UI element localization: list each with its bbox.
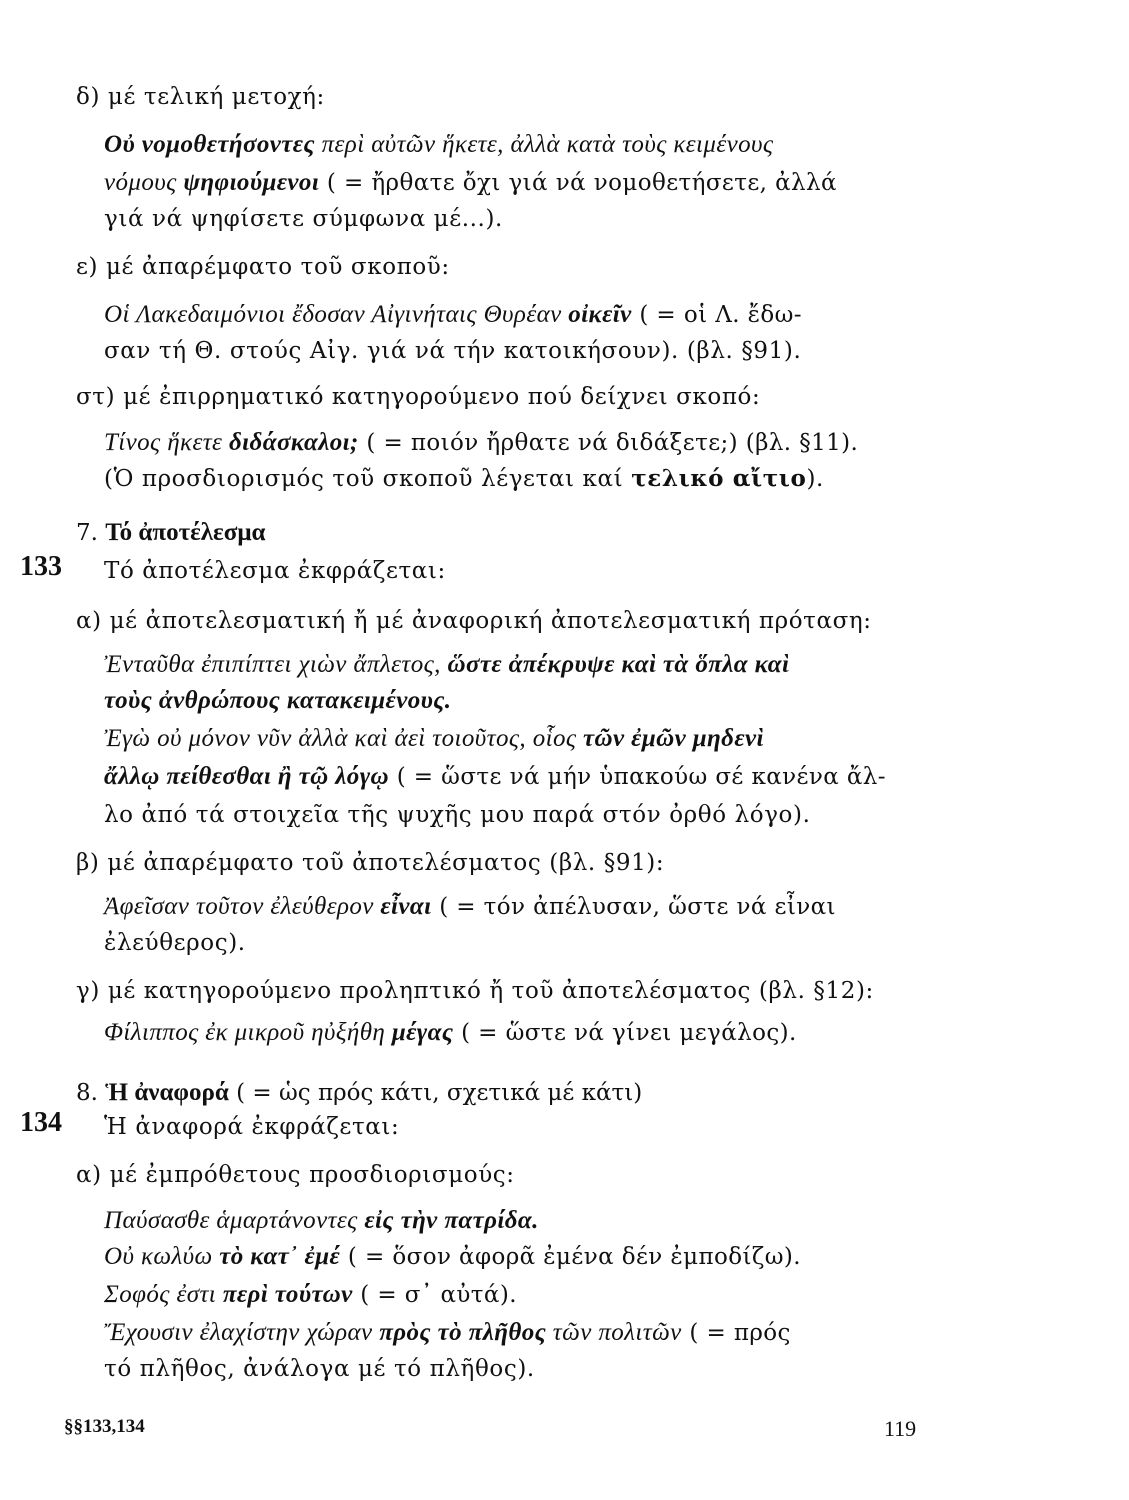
s8-example-4-translation-2: τό πλῆθος, ἀνάλογα μέ τό πλῆθος).: [104, 1356, 535, 1382]
st-label: στ) μέ ἐπιρρηματικό κατηγορούμενο πού δείχνει σκοπό:: [76, 384, 761, 410]
s8-example-1-text: Παύσασθε ἁμαρτάνοντες: [104, 1207, 365, 1234]
delta-emph-1: Οὐ νομοθετήσοντες: [104, 131, 315, 158]
st-example-text: Τίνος ἥκετε: [104, 429, 229, 456]
s8-example-3-emph: περὶ τούτων: [222, 1281, 353, 1308]
section-7-intro: Τό ἀποτέλεσμα ἐκφράζεται:: [104, 558, 446, 584]
epsilon-emph: οἰκεῖν: [568, 301, 632, 328]
s8-example-2-translation: ( = ὅσον ἀφορᾶ ἐμένα δέν ἐμποδίζω).: [340, 1244, 801, 1270]
s8-example-4: [104, 1318, 791, 1348]
margin-number-134: 134: [20, 1107, 62, 1138]
delta-label: δ) μέ τελική μετοχή:: [76, 84, 325, 110]
s7-b-label: β) μέ ἀπαρέμφατο τοῦ ἀποτελέσματος (βλ. §91):: [76, 850, 665, 876]
section-8-heading: [76, 1078, 642, 1108]
footer-section-ref: §§133,134: [64, 1416, 145, 1437]
s7-b-example-text: Ἀφεῖσαν τοῦτον ἐλεύθερον: [104, 893, 381, 920]
s8-example-3-translation: ( = σ᾽ αὐτά).: [352, 1282, 517, 1308]
delta-example-line-1: [104, 130, 773, 160]
s7-a-example-1-text: Ἐνταῦθα ἐπιπίπτει χιὼν ἄπλετος,: [104, 651, 448, 678]
st-note: [104, 464, 824, 494]
section-7-heading: [76, 518, 265, 548]
s7-a-example-3-text: Ἐγὼ οὐ μόνον νῦν ἀλλὰ καὶ ἀεὶ τοιοῦτος, οἷος: [104, 725, 584, 752]
s7-b-example: [104, 892, 836, 922]
section-8-title: Ἡ ἀναφορά: [105, 1079, 229, 1106]
epsilon-label: ε) μέ ἀπαρέμφατο τοῦ σκοποῦ:: [76, 254, 450, 280]
s8-example-4-translation: ( = πρός: [681, 1320, 791, 1346]
margin-number-133: 133: [20, 551, 62, 582]
s7-g-example-text: Φίλιππος ἐκ μικροῦ ηὐξήθη: [104, 1019, 392, 1046]
delta-translation-1: ( = ἤρθατε ὄχι γιά νά νομοθετήσετε, ἀλλά: [319, 170, 837, 196]
s7-g-example: [104, 1018, 797, 1048]
delta-example-text-1: περὶ αὐτῶν ἥκετε, ἀλλὰ κατὰ τοὺς κειμένους: [314, 131, 774, 158]
s7-g-label: γ) μέ κατηγορούμενο προληπτικό ἤ τοῦ ἀποτελέσματος (βλ. §12):: [76, 978, 874, 1004]
s7-g-translation: ( = ὥστε νά γίνει μεγάλος).: [453, 1020, 797, 1046]
epsilon-example-line-1: [104, 300, 802, 330]
s8-example-1-emph: εἰς τὴν πατρίδα.: [364, 1207, 539, 1234]
epsilon-translation-2: σαν τή Θ. στούς Αἰγ. γιά νά τήν κατοικήσουν). (βλ. §91).: [104, 338, 802, 364]
section-7-title: Τό ἀποτέλεσμα: [105, 519, 266, 546]
s7-a-label: α) μέ ἀποτελεσματική ἤ μέ ἀναφορική ἀποτελεσματική πρόταση:: [76, 608, 872, 634]
page-number: 119: [884, 1416, 917, 1441]
s7-a-translation-1: ( = ὥστε νά μήν ὑπακούω σέ κανένα ἄλ-: [388, 764, 886, 790]
s7-a-example-3-emph: τῶν ἐμῶν μηδενὶ: [583, 725, 764, 752]
delta-example-text-2: νόμους: [104, 169, 184, 196]
st-note-text-1: (Ὁ προσδιορισμός τοῦ σκοποῦ λέγεται καί: [104, 466, 632, 492]
s7-a-example-1-emph: ὥστε ἀπέκρυψε καὶ τὰ ὅπλα καὶ: [447, 651, 790, 678]
s8-example-2-text: Οὐ κωλύω: [104, 1243, 220, 1270]
s7-b-translation-2: ἐλεύθερος).: [104, 930, 246, 956]
s7-b-example-emph: εἶναι: [380, 893, 432, 920]
st-translation: ( = ποιόν ἤρθατε νά διδάξετε;) (βλ. §11).: [358, 430, 859, 456]
section-8-title-note: ( = ὡς πρός κάτι, σχετικά μέ κάτι): [228, 1080, 643, 1106]
st-note-text-2: ).: [806, 466, 824, 492]
s8-example-1: [104, 1206, 539, 1236]
st-note-emph: τελικό αἴτιο: [631, 465, 807, 492]
delta-translation-2: γιά νά ψηφίσετε σύμφωνα μέ...).: [104, 206, 503, 232]
epsilon-translation-1: ( = οἱ Λ. ἔδω-: [631, 302, 802, 328]
s7-a-example-1: [104, 650, 789, 680]
epsilon-example-text: Οἱ Λακεδαιμόνιοι ἔδοσαν Αἰγινήταις Θυρέαν: [104, 301, 569, 328]
s7-a-example-4-emph: ἄλλῳ πείθεσθαι ἢ τῷ λόγῳ: [104, 763, 389, 790]
s7-a-example-3: [104, 724, 764, 754]
s8-example-4-emph: πρὸς τὸ πλῆθος: [379, 1319, 547, 1346]
s7-a-example-4: [104, 762, 886, 792]
s8-example-2: [104, 1242, 801, 1272]
delta-emph-2: ψηφιούμενοι: [183, 169, 320, 196]
s8-example-4-text-2: τῶν πολιτῶν: [546, 1319, 682, 1346]
section-8-intro: Ἡ ἀναφορά ἐκφράζεται:: [104, 1114, 400, 1140]
st-example-line: [104, 428, 858, 458]
s8-example-2-emph: τὸ κατ᾽ ἐμέ: [219, 1243, 341, 1270]
s8-example-3-text: Σοφός ἐστι: [104, 1281, 223, 1308]
section-7-number: 7.: [76, 520, 106, 546]
s7-g-example-emph: μέγας: [391, 1019, 454, 1046]
s8-example-4-text: Ἔχουσιν ἐλαχίστην χώραν: [104, 1319, 380, 1346]
s7-a-translation-2: λο ἀπό τά στοιχεῖα τῆς ψυχῆς μου παρά στόν ὀρθό λόγο).: [104, 802, 811, 828]
s8-a-label: α) μέ ἐμπρόθετους προσδιορισμούς:: [76, 1162, 515, 1188]
section-8-number: 8.: [76, 1080, 106, 1106]
st-emph: διδάσκαλοι;: [228, 429, 359, 456]
s8-example-3: [104, 1280, 517, 1310]
delta-example-line-2: [104, 168, 837, 198]
s7-b-translation-1: ( = τόν ἀπέλυσαν, ὥστε νά εἶναι: [431, 894, 836, 920]
s7-a-example-2: τοὺς ἀνθρώπους κατακειμένους.: [104, 687, 452, 714]
